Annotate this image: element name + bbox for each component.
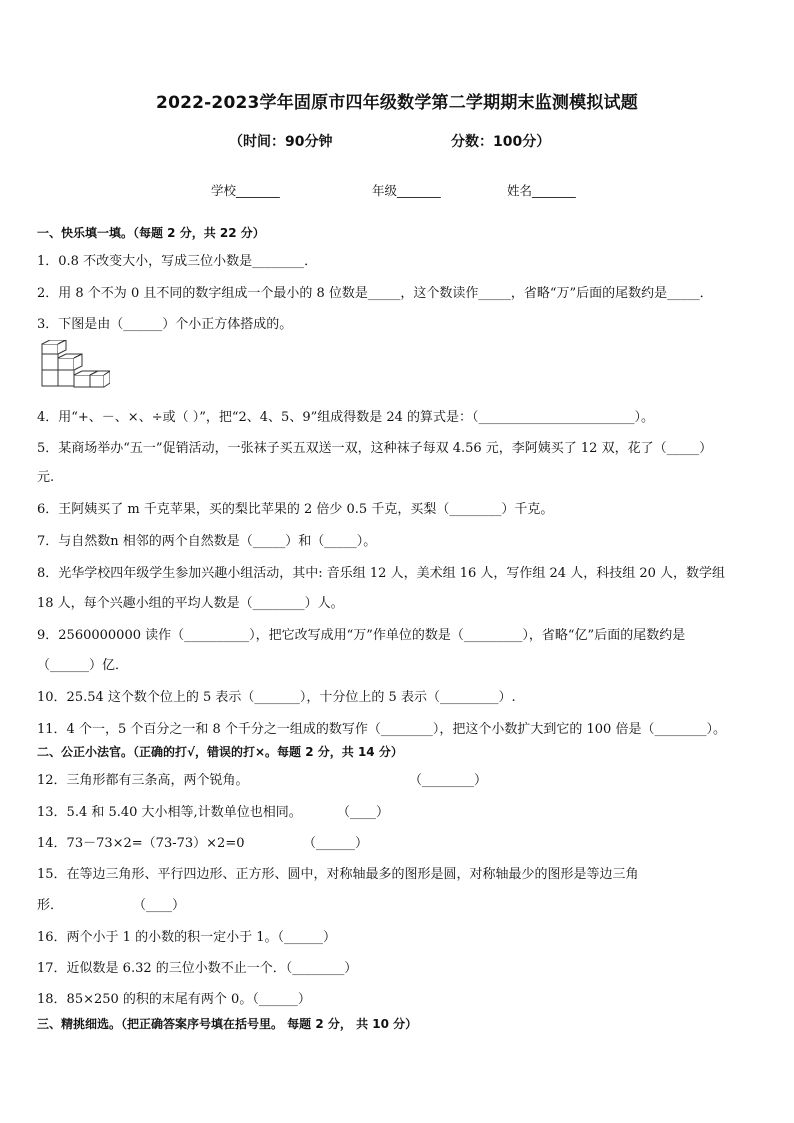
question-13: 13．5.4 和 5.40 大小相等,计数单位也相同。 <box>37 805 302 820</box>
question-11: 11．4 个一，5 个百分之一和 8 个千分之一组成的数写作（________），把这个小数扩大到它的 100 倍是（________）。 <box>37 722 726 737</box>
question-18: 18．85×250 的积的末尾有两个 0。（______） <box>37 992 311 1007</box>
question-12-answer[interactable]: （________） <box>409 773 488 788</box>
page-title: 2022-2023学年固原市四年级数学第二学期期末监测模拟试题 <box>156 93 638 113</box>
question-12: 12．三角形都有三条高，两个锐角。 <box>37 773 249 788</box>
question-5: 5．某商场举办“五一”促销活动，一张袜子买五双送一双，这种袜子每双 4.56 元，李阿姨买了 12 双，花了（_____） <box>37 441 713 456</box>
question-16: 16．两个小于 1 的小数的积一定小于 1。（______） <box>37 930 336 945</box>
section-2-heading: 二、公正小法官。（正确的打√，错误的打×。每题 2 分，共 14 分） <box>37 745 403 759</box>
question-13-answer[interactable]: （____） <box>337 805 390 820</box>
section-3-heading: 三、精挑细选。（把正确答案序号填在括号里。 每题 2 分， 共 10 分） <box>37 1017 418 1031</box>
question-9-cont: （______）亿． <box>37 658 129 673</box>
question-15-answer[interactable]: （____） <box>133 898 186 913</box>
question-9: 9．2560000000 读作（__________），把它改写成用“万”作单位的数是（_________），省略“亿”后面的尾数约是 <box>37 628 686 643</box>
school-field[interactable]: 学校_______ <box>211 183 280 198</box>
question-14-answer[interactable]: （______） <box>303 836 369 851</box>
question-7: 7．与自然数n 相邻的两个自然数是（_____）和（_____）。 <box>37 534 377 549</box>
question-5-cont: 元. <box>37 470 55 485</box>
question-15: 15．在等边三角形、平行四边形、正方形、圆中，对称轴最多的图形是圆，对称轴最少的图形是等边三角 <box>37 867 639 882</box>
question-15-cont: 形． <box>37 898 64 913</box>
question-3: 3．下图是由（______）个小正方体搭成的。 <box>37 317 293 332</box>
exam-score: 分数：100分） <box>451 134 551 150</box>
question-10: 10．25.54 这个数个位上的 5 表示（_______），十分位上的 5 表示（_________）. <box>37 690 516 705</box>
question-8-cont: 18 人，每个兴趣小组的平均人数是（________）人。 <box>37 596 344 611</box>
question-2: 2．用 8 个不为 0 且不同的数字组成一个最小的 8 位数是_____，这个数读作_____，省略“万”后面的尾数约是_____． <box>37 286 713 301</box>
exam-time: （时间：90分钟 <box>229 134 333 150</box>
question-1: 1．0.8 不改变大小，写成三位小数是________． <box>37 254 318 269</box>
question-8: 8．光华学校四年级学生参加兴趣小组活动，其中: 音乐组 12 人，美术组 16 人，写作组 24 人，科技组 20 人，数学组 <box>37 566 726 581</box>
question-6: 6．王阿姨买了 m 千克苹果，买的梨比苹果的 2 倍少 0.5 千克，买梨（________）千克。 <box>37 502 554 517</box>
name-field[interactable]: 姓名_______ <box>507 183 576 198</box>
question-4: 4．用“+、－、×、÷或（ ）”，把“2、4、5、9”组成得数是 24 的算式是：（________________________）。 <box>37 410 655 425</box>
grade-field[interactable]: 年级_______ <box>372 183 441 198</box>
section-1-heading: 一、快乐填一填。（每题 2 分，共 22 分） <box>37 226 265 240</box>
question-14: 14．73－73×2=（73-73）×2=0 <box>37 836 245 851</box>
question-17: 17．近似数是 6.32 的三位小数不止一个．（________） <box>37 961 358 976</box>
cube-stack-icon <box>40 340 110 396</box>
